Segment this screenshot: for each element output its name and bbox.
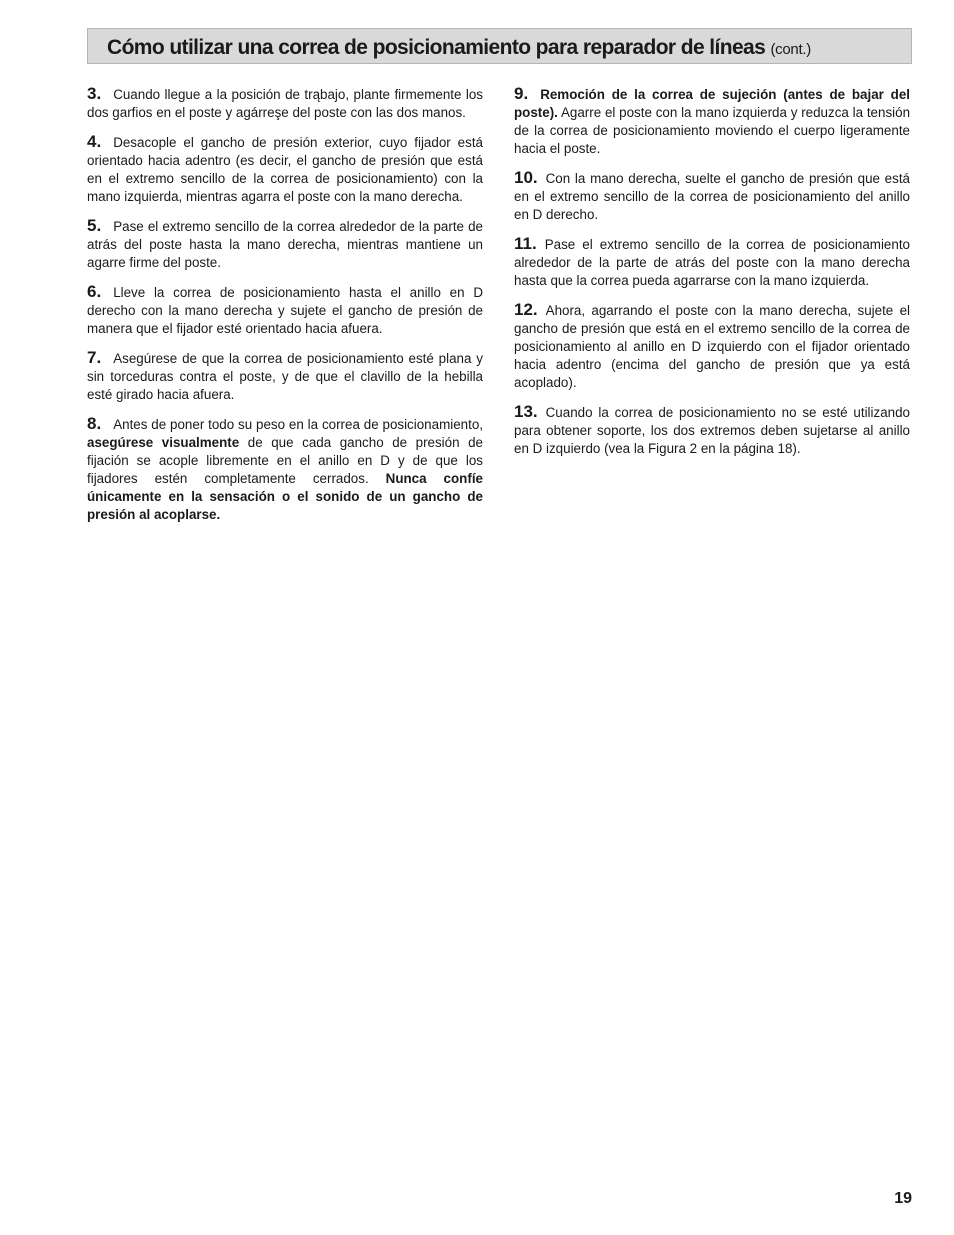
step-text: Pase el extremo sencillo de la correa alrededor de la parte de atrás del poste hasta la mano derecha, mientras mantiene un agarre firme del poste. xyxy=(87,219,483,270)
step-text: Asegúrese de que la correa de posicionamiento esté plana y sin torceduras contra el poste, y de que el clavillo de la hebilla esté girado hacia afuera. xyxy=(87,351,483,402)
title-continued-label: (cont.) xyxy=(770,41,811,58)
step-text: Con la mano derecha, suelte el gancho de presión que está en el extremo sencillo de la correa de posicionamiento del anillo en D derecho. xyxy=(514,171,910,222)
step-number: 13. xyxy=(514,402,538,421)
step-12 xyxy=(514,301,910,392)
step-text: Agarre el poste con la mano izquierda y reduzca la tensión de la correa de posicionamiento moviendo el cuerpo ligeramente hacia el poste. xyxy=(514,105,911,156)
step-number: 5. xyxy=(87,216,102,235)
step-text: Pase el extremo sencillo de la correa de posicionamiento alrededor de la parte de atrás del poste con la mano derecha hasta que la correa pueda agarrarse con la mano izquierda. xyxy=(514,237,910,288)
step-number: 3. xyxy=(87,84,102,103)
step-8 xyxy=(87,415,483,524)
step-number: 7. xyxy=(87,348,102,367)
step-text: Ahora, agarrando el poste con la mano derecha, sujete el gancho de presión que está en el extremo sencillo de la correa de posicionamiento al anillo en D izquierdo con el fijador orientado hacia adentro (encima del gancho de presión que ya está acoplado). xyxy=(514,303,910,390)
step-text: de que cada gancho de presión de fijación se acople libremente en el anillo en D y de que los fijadores estén completamente cerrados. xyxy=(87,435,483,486)
page-title xyxy=(107,36,811,60)
step-number: 8. xyxy=(87,414,102,433)
step-number: 10. xyxy=(514,168,538,187)
step-3 xyxy=(87,85,483,122)
step-text: Cuando llegue a la posición de trąbajo, plante firmemente los dos garfios en el poste y agárreşe del poste con las dos manos. xyxy=(87,87,483,120)
step-9 xyxy=(514,85,910,158)
step-number: 6. xyxy=(87,282,102,301)
section-header xyxy=(87,28,912,64)
step-7 xyxy=(87,349,483,404)
page-title-text: Cómo utilizar una correa de posicionamiento para reparador de líneas xyxy=(107,36,766,59)
step-13 xyxy=(514,403,910,458)
step-warning: Nunca confíe únicamente en la sensación o el sonido de un gancho de presión al acoplarse. xyxy=(87,471,483,522)
step-11 xyxy=(514,235,910,290)
step-text: Lleve la correa de posicionamiento hasta el anillo en D derecho con la mano derecha y sujete el gancho de presión de manera que el fijador esté orientado hacia afuera. xyxy=(87,285,483,336)
step-text: Desacople el gancho de presión exterior, cuyo fijador está orientado hacia adentro (es decir, el gancho de presión que está en el extremo sencillo de la correa de posicionamiento) con la mano izquierda, mientras agarra el poste con la mano derecha. xyxy=(87,135,483,204)
step-emphasis: asegúrese visualmente xyxy=(87,435,240,450)
step-text: Antes de poner todo su peso en la correa de posicionamiento, xyxy=(113,417,483,432)
step-10 xyxy=(514,169,910,224)
step-6 xyxy=(87,283,483,338)
step-number: 9. xyxy=(514,84,529,103)
step-number: 4. xyxy=(87,132,102,151)
left-column xyxy=(87,85,483,535)
step-number: 12. xyxy=(514,300,538,319)
right-column xyxy=(514,85,910,469)
step-heading: Remoción de la correa de sujeción (antes de bajar del poste). xyxy=(514,87,910,120)
step-number: 11. xyxy=(514,234,537,253)
step-5 xyxy=(87,217,483,272)
step-4 xyxy=(87,133,483,206)
page-number: 19 xyxy=(894,1190,912,1207)
step-text: Cuando la correa de posicionamiento no se esté utilizando para obtener soporte, los dos extremos deben sujetarse al anillo en D izquierdo (vea la Figura 2 en la página 18). xyxy=(514,405,910,456)
